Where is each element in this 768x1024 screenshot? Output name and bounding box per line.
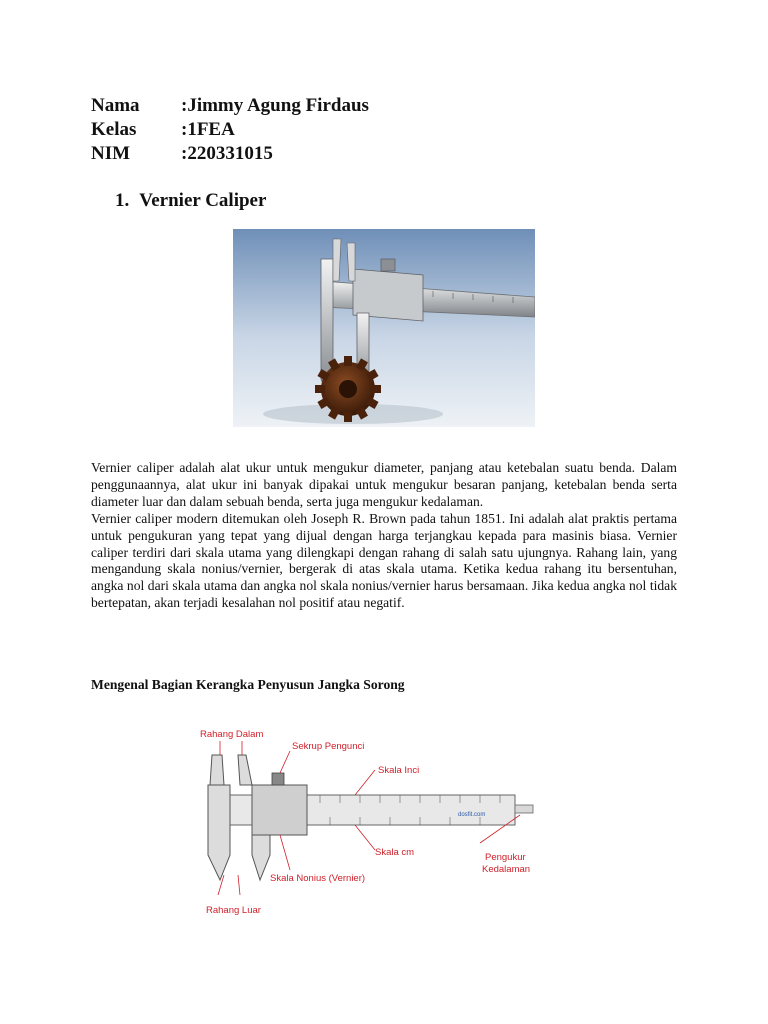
label-rahang-dalam: Rahang Dalam [200, 729, 264, 740]
paragraph-history: Vernier caliper modern ditemukan oleh Joseph R. Brown pada tahun 1851. Ini adalah alat praktis pertama untuk pengukuran yang tepat yang dijual dengan harga terjangkau kepada para masinis biasa. Vernier caliper terdiri dari skala utama yang dilengkapi dengan rahang di salah satu ujungnya. Rahang lain, yang mengandung skala nonius/vernier, bergerak di atas skala utama. Ketika kedua rahang itu bersentuhan, angka nol dari skala utama dan angka nol skala nonius/vernier harus bersamaan. Jika kedua angka nol tidak bertepatan, akan terjadi kesalahan nol positif atau negatif. [91, 510, 677, 611]
paragraph-definition: Vernier caliper adalah alat ukur untuk mengukur diameter, panjang atau ketebalan suatu benda. Dalam penggunaannya, alat ukur ini banyak dipakai untuk mengukur besaran panjang, ketebalan benda serta diameter luar dan dalam sebuah benda, serta juga mengukur kedalaman. [91, 460, 677, 509]
name-value: :Jimmy Agung Firdaus [181, 95, 369, 116]
class-value: :1FEA [181, 119, 235, 140]
caliper-photo [233, 229, 535, 427]
section-number: 1. [115, 190, 130, 211]
label-sekrup-pengunci: Sekrup Pengunci [292, 741, 365, 752]
brand-mark: dosfit.com [458, 812, 486, 818]
nim-label: NIM [91, 143, 131, 164]
section-heading [115, 190, 266, 212]
class-label: Kelas [91, 119, 137, 140]
section-title-text: Vernier Caliper [139, 190, 267, 211]
label-skala-cm: Skala cm [375, 847, 415, 858]
name-row [91, 94, 369, 118]
nim-value: :220331015 [181, 143, 273, 164]
class-row [91, 118, 369, 142]
label-kedalaman: Kedalaman [482, 864, 531, 875]
body-text [91, 460, 677, 612]
name-label: Nama [91, 95, 140, 116]
nim-row [91, 142, 369, 166]
caliper-parts-diagram [180, 715, 550, 920]
label-skala-inci: Skala Inci [378, 765, 420, 776]
label-rahang-luar: Rahang Luar [206, 905, 261, 916]
parts-subheading: Mengenal Bagian Kerangka Penyusun Jangka Sorong [91, 677, 405, 692]
label-skala-nonius: Skala Nonius (Vernier) [270, 873, 366, 884]
student-info [91, 94, 369, 166]
label-pengukur: Pengukur [485, 852, 526, 863]
